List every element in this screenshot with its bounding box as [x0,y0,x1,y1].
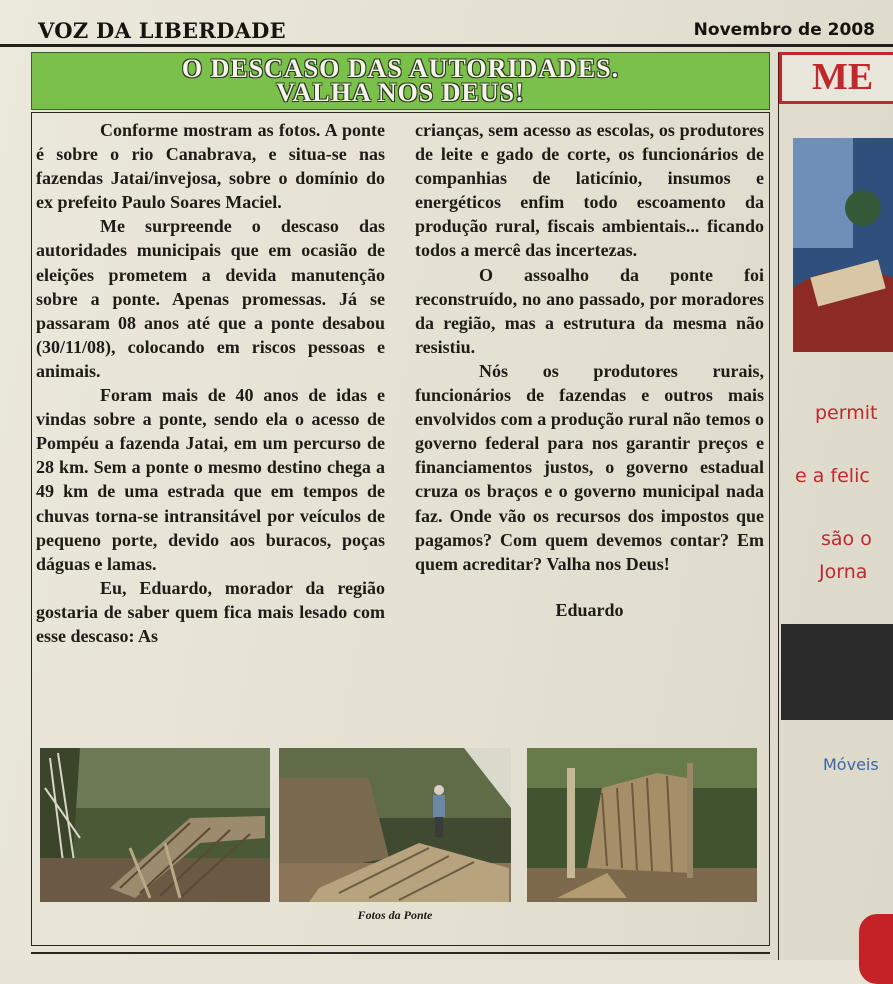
article-title-line-1: O DESCASO DAS AUTORIDADES. [181,54,620,83]
paragraph: O assoalho da ponte foi reconstruído, no ano passado, por moradores da região, mas a estrutura da mesma não resistiu. [415,264,764,357]
photo-caption: Fotos da Ponte [357,908,433,922]
bridge-photo-3 [527,748,757,902]
bottom-rule [31,952,770,954]
issue-date: Novembro de 2008 [693,20,875,40]
article-title-banner [31,52,770,110]
paragraph: Nós os produtores rurais, funcionários de fazendas e outros mais envolvidos com a produção rural não temos o governo federal para nos garantir preços e financiamentos justos, o governo estadual cruza os braços e o governo municipal nada faz. Onde vão os recursos dos impostos que pagamos? Com quem devemos contar? Em quem acreditar? Valha nos Deus! [415,360,764,574]
header-rule [0,44,893,47]
paragraph: Eu, Eduardo, morador da região gostaria de saber quem fica mais lesado com esse descaso: As [36,577,385,646]
paragraph: crianças, sem acesso as escolas, os produtores de leite e gado de corte, os funcionários de companhias de laticínio, insumos e energéticos enfim todo escoamento da produção rural, fiscais ambientais... ficando todos a mercê das incertezas. [415,120,764,261]
ad-dark-panel [781,624,893,720]
ad-text-line: e a felic [795,465,870,487]
ad-red-shape [859,914,893,984]
ad-photo [793,138,893,352]
bridge-photo-1 [40,748,270,902]
paragraph: Conforme mostram as fotos. A ponte é sobre o rio Canabrava, e situa-se nas fazendas Jatai/invejosa, sobre o domínio do ex prefeito Paulo Soares Maciel. [36,120,385,213]
ad-text-line: permit [815,402,878,424]
article-column-2 [415,118,764,622]
article-title-line-2: VALHA NOS DEUS! [276,78,525,107]
ad-heading: ME [779,52,893,104]
newspaper-masthead: VOZ DA LIBERDADE [38,18,286,43]
side-advertisement [778,52,893,960]
paragraph: Me surpreende o descaso das autoridades municipais que em ocasião de eleições prometem a devida manutenção sobre a ponte. Apenas promessas. Já se passaram 08 anos até que a ponte desabou (30/11/08), colocando em riscos pessoas e animais. [36,216,385,381]
article-column-1 [36,118,385,648]
author-signature: Eduardo [555,599,624,620]
ad-text-line: são o [821,528,872,550]
paragraph: Foram mais de 40 anos de idas e vindas sobre a ponte, sendo ela o acesso de Pompéu a fazenda Jatai, em um percurso de 28 km. Sem a ponte o mesmo destino chega a 49 km de uma estrada que em tempos de chuvas torna-se intransitável por veículos de pequeno porte, devido aos buracos, poças dáguas e lamas. [36,385,385,574]
ad-text-line: Jorna [819,561,868,583]
ad-footer-text: Móveis [823,755,879,774]
bridge-photo-2 [279,748,511,902]
